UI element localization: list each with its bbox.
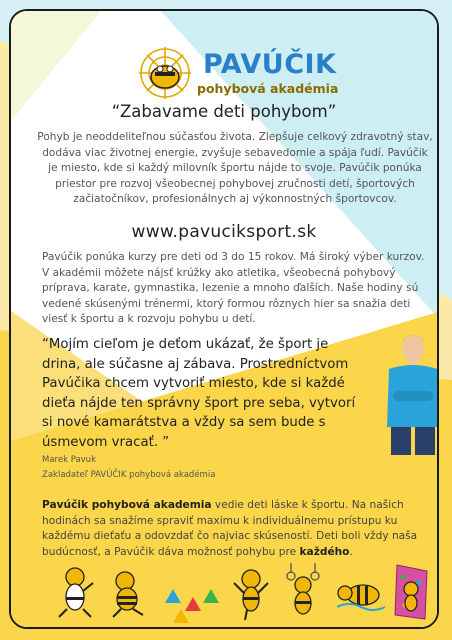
brand-logo — [133, 45, 353, 107]
closing-lead: Pavúčik pohybová akademia — [42, 499, 212, 511]
website-url[interactable]: www.pavuciksport.sk — [131, 222, 317, 242]
climbing-bee-icon — [391, 563, 431, 621]
activity-icons — [35, 563, 435, 627]
flyer-card — [9, 9, 439, 629]
closing-emphasis: každého — [299, 545, 350, 558]
closing-paragraph — [42, 498, 430, 560]
spider-web-logo-icon — [135, 45, 197, 103]
closing-end: . — [349, 545, 353, 558]
swimming-bee-icon — [337, 577, 385, 611]
author-role: Zakladateľ PAVÚČIK pohybová akadémia — [42, 470, 216, 480]
founder-quote: “Mojím cieľom je deťom ukázať, že šport je drina, ale súčasne aj zábava. Prostredníctvom Pavúčika chcem vytvoriť miesto, kde si každé dieťa nájde ten správny šport pre seba, vytvorí si nové kamarátstva a vždy sa sem bude s úsmevom vracať. ” — [42, 337, 356, 450]
closing-body: vedie deti láske k športu. Na našich hodinách sa snažíme spraviť maximu k individuálnemu prístupu ku každému dieťaťu a odovzdať čo najviac skúseností. Deti boli vždy naša budúcnosť, a Pavúčik dáva možnosť pohybu pre — [42, 499, 418, 558]
intro-paragraph: Pohyb je neoddeliteľnou súčasťou života. Zlepšuje celkový zdravotný stav, dodáva viac životnej energie, zvyšuje sebavedomie a spája ľudí. Pavúčik je miesto, kde si každý milovník športu nájde to svoje. Pavúčik ponúka priestor pre rozvoj všeobecnej pohybovej zručnosti detí, športových začiatočníkov, profesionálnych aj výkonnostných športovcov. — [37, 131, 433, 205]
karate-bee-icon — [55, 565, 95, 619]
shapes-icon — [163, 587, 223, 623]
brand-name: PAVÚČIK — [203, 49, 337, 80]
coach-photo — [383, 329, 439, 455]
gymnast-bee-icon — [231, 567, 271, 621]
brand-subtitle: pohybová akadémia — [197, 81, 339, 96]
rings-bee-icon — [283, 563, 323, 619]
running-bee-icon — [105, 569, 149, 619]
courses-paragraph: Pavúčik ponúka kurzy pre deti od 3 do 15 rokov. Má široký výber kurzov. V akadémii môžete nájsť krúžky ako atletika, všeobecná pohybový príprava, karate, gymnastika, lezenie a mnoho ďalších. Naše hodiny sú vedené skúsenými trénermi, ktorý formou rôznych hier sa snažia deti viesť k športu a k rozvoju pohybu u detí. — [42, 251, 425, 325]
author-name: Marek Pavuk — [42, 455, 96, 465]
slogan: “Zabavame deti pohybom” — [111, 102, 337, 121]
